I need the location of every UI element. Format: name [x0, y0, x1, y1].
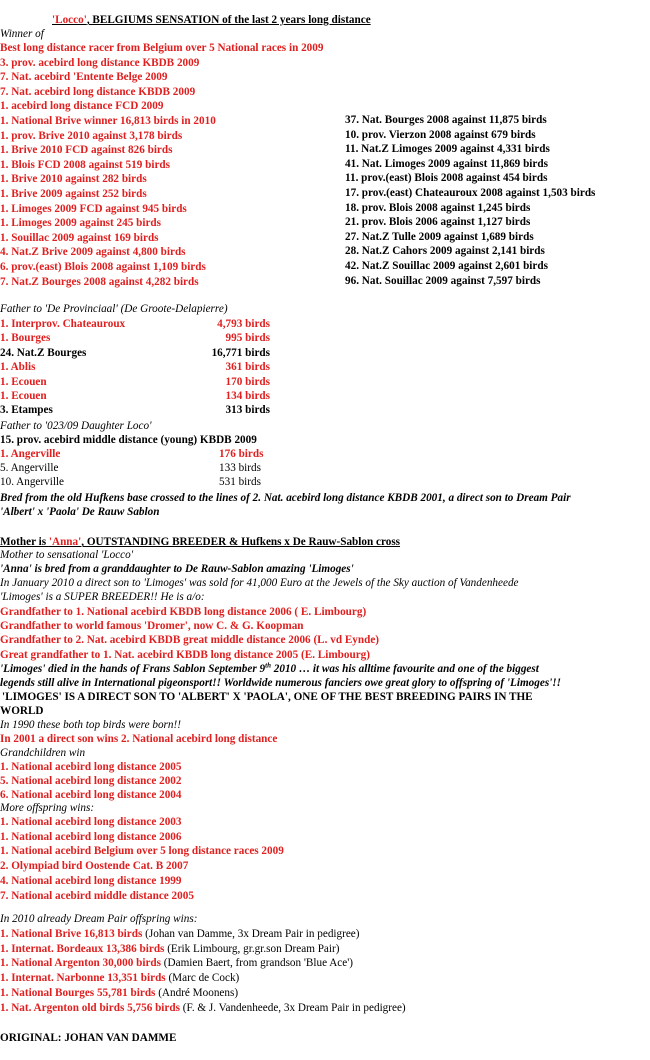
result-right-item: 41. Nat. Limoges 2009 against 11,869 birds	[345, 157, 548, 170]
result-left-item: 7. Nat. acebird long distance KBDB 2009	[0, 85, 196, 98]
grandchild-item: 6. National acebird long distance 2004	[0, 789, 182, 801]
grandchildren-heading: Grandchildren win	[0, 747, 86, 759]
more-offspring-heading: More offspring wins:	[0, 802, 95, 814]
result-left-item: 1. Limoges 2009 against 245 birds	[0, 217, 161, 230]
result-right-item: 11. Nat.Z Limoges 2009 against 4,331 birds	[345, 143, 550, 156]
father1-row-birds: 361 birds	[225, 361, 270, 374]
dream-pair-owner: (Johan van Damme, 3x Dream Pair in pedigree)	[142, 928, 360, 940]
result-right-item: 17. prov.(east) Chateauroux 2008 against 1,503 birds	[345, 187, 596, 199]
father2-heading: Father to '023/09 Daughter Loco'	[0, 420, 152, 432]
winner-of-label: Winner of	[0, 28, 44, 40]
result-left-item: Best long distance racer from Belgium over 5 National races in 2009	[0, 42, 324, 54]
dream-pair-result: 1. Internat. Bordeaux 13,386 birds	[0, 942, 165, 955]
dream-pair-result: 1. Nat. Argenton old birds 5,756 birds	[0, 1001, 180, 1014]
father2-row-birds: 176 birds	[219, 448, 264, 460]
limoges-item: Great grandfather to 1. Nat. acebird KBDB long distance 2005 (E. Limbourg)	[0, 648, 371, 661]
mother-heading: Mother is 'Anna', OUTSTANDING BREEDER & Hufkens x De Rauw-Sablon cross	[0, 536, 401, 548]
result-left-item: 1. National Brive winner 16,813 birds in 2010	[0, 115, 216, 127]
direct-son-line-1: 'LIMOGES' IS A DIRECT SON TO 'ALBERT' X 'PAOLA', ONE OF THE BEST BREEDING PAIRS IN THE	[2, 691, 533, 703]
father1-row-label: 1. Interprov. Chateauroux	[0, 318, 126, 330]
result-right-item: 27. Nat.Z Tulle 2009 against 1,689 birds	[345, 230, 534, 243]
father1-row-label: 1. Bourges	[0, 332, 51, 345]
died-line-1: 'Limoges' died in the hands of Frans Sablon September 9th 2010 … it was his alltime favourite and one of the biggest	[0, 661, 539, 675]
dream-pair-owner: (F. & J. Vandenheede, 3x Dream Pair in pedigree)	[179, 1001, 406, 1014]
dream-pair-item	[0, 943, 339, 956]
dream-pair-heading: In 2010 already Dream Pair offspring wins:	[0, 913, 198, 925]
offspring-item: 1. National acebird long distance 2006	[0, 830, 182, 843]
offspring-item: 7. National acebird middle distance 2005	[0, 889, 194, 902]
mother-line-2: In January 2010 a direct son to 'Limoges' was sold for 41,000 Euro at the Jewels of the Sky auction of Vandenheede	[0, 577, 519, 589]
dream-pair-result: 1. National Brive 16,813 birds	[0, 928, 143, 940]
offspring-item: 2. Olympiad bird Oostende Cat. B 2007	[0, 860, 189, 873]
direct-son-line-2: WORLD	[0, 705, 44, 717]
father2-row-label: 1. Angerville	[0, 448, 61, 460]
limoges-item: Grandfather to world famous 'Dromer', now C. & G. Koopman	[0, 620, 304, 633]
mother-line-3: 'Limoges' is a SUPER BREEDER!! He is a/o:	[0, 591, 205, 603]
result-left-item: 1. Brive 2009 against 252 birds	[0, 188, 147, 200]
dream-pair-item	[0, 928, 360, 941]
bred-from-line-2: 'Albert' x 'Paola' De Rauw Sablon	[0, 506, 160, 518]
father1-row-birds: 313 birds	[225, 404, 270, 417]
result-right-item: 28. Nat.Z Cahors 2009 against 2,141 birds	[345, 245, 545, 258]
result-left-item: 3. prov. acebird long distance KBDB 2009	[0, 56, 200, 69]
father1-row-label: 1. Ablis	[0, 361, 36, 374]
dream-pair-result: 1. National Bourges 55,781 birds	[0, 986, 156, 999]
dream-pair-item	[0, 957, 353, 970]
limoges-item: Grandfather to 2. Nat. acebird KBDB great middle distance 2006 (L. vd Eynde)	[0, 634, 380, 647]
dream-pair-result: 1. Internat. Narbonne 13,351 birds	[0, 972, 166, 985]
page-title	[52, 14, 371, 27]
died-line-2: legends still alive in International pigeonsport!! Worldwide numerous fanciers owe great glory to offspring of 'Limoges'!!	[0, 677, 561, 689]
mother-line-1: 'Anna' is bred from a granddaughter to De Rauw-Sablon amazing 'Limoges'	[0, 563, 354, 575]
result-left-item: 1. Brive 2010 FCD against 826 birds	[0, 144, 173, 157]
result-left-item: 4. Nat.Z Brive 2009 against 4,800 birds	[0, 246, 186, 259]
father2-subtitle: 15. prov. acebird middle distance (young) KBDB 2009	[0, 434, 257, 446]
title-rest: , BELGIUMS SENSATION of the last 2 years long distance	[86, 14, 371, 26]
result-right-item: 96. Nat. Souillac 2009 against 7,597 birds	[345, 274, 541, 287]
result-left-item: 1. Brive 2010 against 282 birds	[0, 173, 147, 186]
dream-pair-item	[0, 987, 238, 1000]
father1-row-label: 1. Ecouen	[0, 375, 47, 388]
result-left-item: 1. Blois FCD 2008 against 519 birds	[0, 158, 171, 171]
result-right-item: 11. prov.(east) Blois 2008 against 454 birds	[345, 172, 548, 185]
grandchild-item: 5. National acebird long distance 2002	[0, 775, 182, 787]
dream-pair-result: 1. National Argenton 30,000 birds	[0, 957, 161, 970]
father2-row-label: 5. Angerville	[0, 462, 59, 475]
result-left-item: 1. Limoges 2009 FCD against 945 birds	[0, 202, 187, 215]
mother-subtitle: Mother to sensational 'Locco'	[0, 549, 134, 561]
father1-row-birds: 134 birds	[225, 390, 270, 402]
dream-pair-owner: (Damien Baert, from grandson 'Blue Ace')	[161, 957, 353, 970]
bred-from-line-1: Bred from the old Hufkens base crossed to the lines of 2. Nat. acebird long distance KBDB 2001, a direct son to Dream Pair	[0, 492, 571, 504]
title-name: 'Locco'	[52, 14, 87, 26]
dream-pair-owner: (Erik Limbourg, gr.gr.son Dream Pair)	[164, 942, 340, 955]
father1-row-label: 24. Nat.Z Bourges	[0, 346, 87, 359]
dream-pair-item	[0, 1002, 406, 1015]
offspring-item: 1. National acebird Belgium over 5 long distance races 2009	[0, 845, 284, 858]
father1-row-birds: 170 birds	[225, 375, 270, 388]
result-right-item: 21. prov. Blois 2006 against 1,127 birds	[345, 216, 531, 229]
original-credit: ORIGINAL: JOHAN VAN DAMME	[0, 1032, 177, 1044]
grandchild-item: 1. National acebird long distance 2005	[0, 761, 182, 773]
result-left-item: 1. Souillac 2009 against 169 birds	[0, 231, 159, 244]
father1-row-birds: 995 birds	[225, 332, 270, 345]
result-right-item: 42. Nat.Z Souillac 2009 against 2,601 birds	[345, 260, 548, 272]
dream-pair-owner: (Marc de Cock)	[165, 972, 240, 985]
father2-row-birds: 531 birds	[219, 476, 261, 489]
offspring-item: 4. National acebird long distance 1999	[0, 874, 182, 887]
result-left-item: 6. prov.(east) Blois 2008 against 1,109 birds	[0, 261, 206, 273]
father1-heading: Father to 'De Provinciaal' (De Groote-Delapierre)	[0, 303, 228, 315]
father2-row-birds: 133 birds	[219, 462, 261, 475]
result-left-item: 7. Nat. acebird 'Entente Belge 2009	[0, 71, 168, 84]
result-left-item: 1. prov. Brive 2010 against 3,178 birds	[0, 129, 183, 142]
dream-pair-item	[0, 972, 239, 985]
father1-row-label: 1. Ecouen	[0, 390, 47, 402]
father1-row-birds: 16,771 birds	[211, 346, 270, 359]
result-right-item: 37. Nat. Bourges 2008 against 11,875 birds	[345, 114, 547, 126]
father1-row-label: 3. Etampes	[0, 404, 53, 417]
result-left-item: 1. acebird long distance FCD 2009	[0, 100, 164, 113]
father2-row-label: 10. Angerville	[0, 476, 65, 489]
born-note: In 1990 these both top birds were born!!	[0, 719, 181, 731]
father1-row-birds: 4,793 birds	[217, 318, 270, 330]
son-wins: In 2001 a direct son wins 2. National acebird long distance	[0, 733, 278, 745]
result-left-item: 7. Nat.Z Bourges 2008 against 4,282 birds	[0, 275, 199, 288]
result-right-item: 18. prov. Blois 2008 against 1,245 birds	[345, 201, 531, 214]
offspring-item: 1. National acebird long distance 2003	[0, 816, 182, 828]
result-right-item: 10. prov. Vierzon 2008 against 679 birds	[345, 128, 536, 141]
dream-pair-owner: (André Moonens)	[155, 986, 239, 999]
limoges-item: Grandfather to 1. National acebird KBDB long distance 2006 ( E. Limbourg)	[0, 606, 367, 618]
